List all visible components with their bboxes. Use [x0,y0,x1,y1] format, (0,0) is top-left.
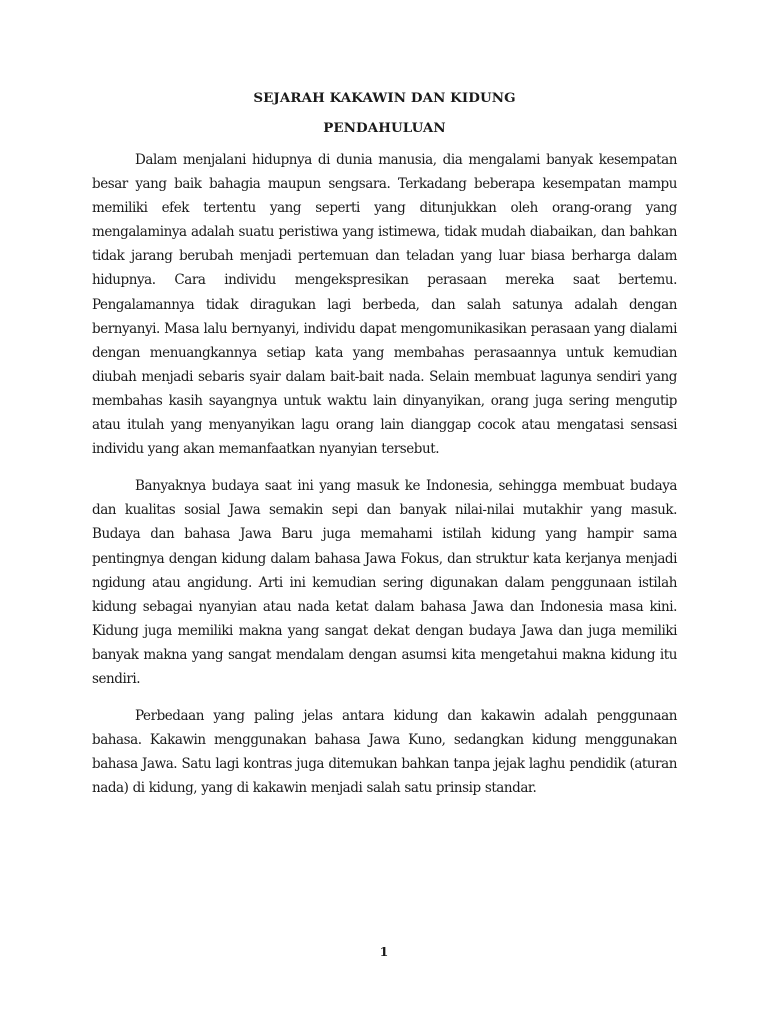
document-title: SEJARAH KAKAWIN DAN KIDUNG [253,90,516,106]
page-number: 1 [379,944,389,959]
section-heading: PENDAHULUAN [323,120,446,136]
paragraph-1: Dalam menjalani hidupnya di dunia manusia, dia mengalami banyak kesempatan besar yang baik bahagia maupun sengsara. Terkadang beberapa kesempatan mampu memiliki efek tertentu yang seperti yang ditunjukkan oleh orang-orang yang mengalaminya adalah suatu peristiwa yang istimewa, tidak mudah diabaikan, dan bahkan tidak jarang berubah menjadi pertemuan dan teladan yang luar biasa berharga dalam hidupnya. Cara individu mengekspresikan perasaan mereka saat bertemu. Pengalamannya tidak diragukan lagi berbeda, dan salah satunya adalah dengan bernyanyi. Masa lalu bernyanyi, individu dapat mengomunikasikan perasaan yang dialami dengan menuangkannya setiap kata yang membahas perasaannya untuk kemudian diubah menjadi sebaris syair dalam bait-bait nada. Selain membuat lagunya sendiri yang membahas kasih sayangnya untuk waktu lain dinyanyikan, orang juga sering mengutip atau itulah yang menyanyikan lagu orang lain dianggap cocok atau mengatasi sensasi individu yang akan memanfaatkan nyanyian tersebut. [92,152,677,458]
paragraph-2: Banyaknya budaya saat ini yang masuk ke Indonesia, sehingga membuat budaya dan kualitas sosial Jawa semakin sepi dan banyak nilai-nilai mutakhir yang masuk. Budaya dan bahasa Jawa Baru juga memahami istilah kidung yang hampir sama pentingnya dengan kidung dalam bahasa Jawa Fokus, dan struktur kata kerjanya menjadi ngidung atau angidung. Arti ini kemudian sering digunakan dalam penggunaan istilah kidung sebagai nyanyian atau nada ketat dalam bahasa Jawa dan Indonesia masa kini. Kidung juga memiliki makna yang sangat dekat dengan budaya Jawa dan juga memiliki banyak makna yang sangat mendalam dengan asumsi kita mengetahui makna kidung itu sendiri. [92,478,677,687]
document-body [92,88,677,813]
paragraph-3: Perbedaan yang paling jelas antara kidung dan kakawin adalah penggunaan bahasa. Kakawin menggunakan bahasa Jawa Kuno, sedangkan kidung menggunakan bahasa Jawa. Satu lagi kontras juga ditemukan bahkan tanpa jejak laghu pendidik (aturan nada) di kidung, yang di kakawin menjadi salah satu prinsip standar. [92,708,677,797]
